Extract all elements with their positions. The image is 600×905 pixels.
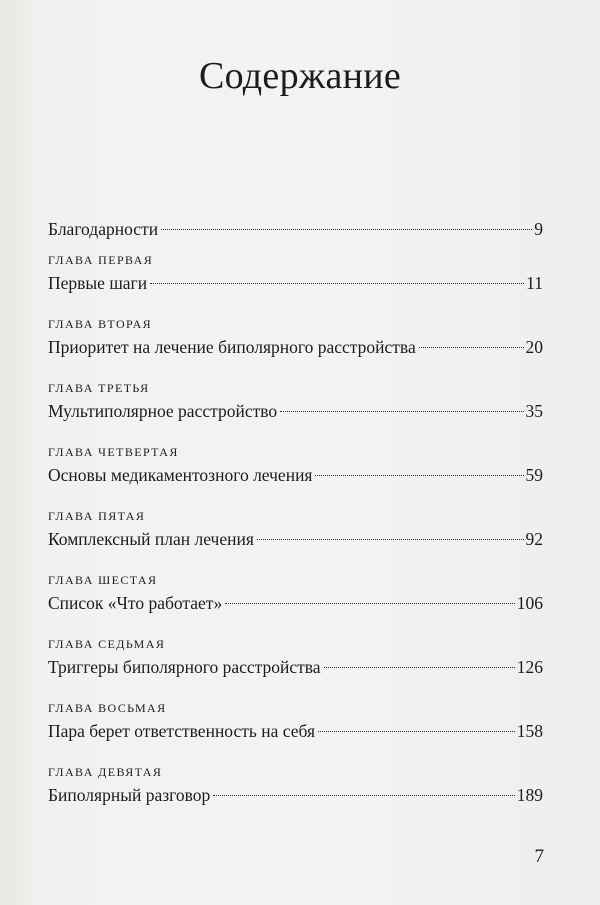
toc-entry-chapter-4[interactable] — [48, 462, 543, 488]
toc-entry-title: Мультиполярное расстройство — [48, 401, 278, 421]
toc-entry-title: Триггеры биполярного расстройства — [48, 657, 321, 677]
toc-entry-title: Благодарности — [48, 219, 159, 239]
toc-entry-acknowledgements[interactable] — [48, 216, 543, 242]
toc-entry-title: Первые шаги — [48, 273, 148, 293]
toc-entry-chapter-1[interactable] — [48, 270, 543, 296]
dot-leader — [419, 347, 524, 348]
toc-entry-chapter-3[interactable] — [48, 398, 543, 424]
toc-entry-chapter-7[interactable] — [48, 654, 543, 680]
dot-leader — [324, 667, 515, 668]
toc-entry-title: Пара берет ответственность на себя — [48, 721, 316, 741]
toc-entry-page: 126 — [516, 657, 543, 677]
toc-entry-title: Список «Что работает» — [48, 593, 223, 613]
page-title: Содержание — [198, 55, 402, 97]
chapter-label: ГЛАВА ВОСЬМАЯ — [48, 701, 167, 715]
chapter-label: ГЛАВА ЧЕТВЕРТАЯ — [48, 445, 179, 459]
chapter-label: ГЛАВА ТРЕТЬЯ — [48, 381, 150, 395]
toc-entry-title: Приоритет на лечение биполярного расстройства — [48, 337, 416, 357]
toc-entry-title: Биполярный разговор — [48, 785, 211, 805]
toc-entry-page: 20 — [525, 337, 543, 357]
toc-entry-page: 59 — [525, 465, 543, 485]
toc-entry-page: 92 — [525, 529, 543, 549]
toc-entry-chapter-9[interactable] — [48, 782, 543, 808]
toc-entry-chapter-5[interactable] — [48, 526, 543, 552]
dot-leader — [213, 795, 514, 796]
dot-leader — [318, 731, 515, 732]
dot-leader — [257, 539, 524, 540]
toc-entry-title: Комплексный план лечения — [48, 529, 254, 549]
toc-entry-title: Основы медикаментозного лечения — [48, 465, 313, 485]
toc-entry-page: 158 — [516, 721, 543, 741]
toc-entry-page: 11 — [526, 273, 543, 293]
dot-leader — [161, 229, 532, 230]
dot-leader — [150, 283, 524, 284]
toc-entry-page: 189 — [516, 785, 543, 805]
toc-entry-chapter-8[interactable] — [48, 718, 543, 744]
page-number: 7 — [534, 846, 544, 867]
chapter-label: ГЛАВА ВТОРАЯ — [48, 317, 153, 331]
chapter-label: ГЛАВА ДЕВЯТАЯ — [48, 765, 163, 779]
toc-entry-page: 106 — [516, 593, 543, 613]
toc-entry-page: 35 — [525, 401, 543, 421]
dot-leader — [315, 475, 523, 476]
chapter-label: ГЛАВА СЕДЬМАЯ — [48, 637, 166, 651]
table-of-contents — [48, 216, 543, 808]
toc-entry-chapter-2[interactable] — [48, 334, 543, 360]
dot-leader — [280, 411, 523, 412]
chapter-label: ГЛАВА ПЯТАЯ — [48, 509, 146, 523]
dot-leader — [225, 603, 515, 604]
toc-entry-page: 9 — [534, 219, 543, 239]
chapter-label: ГЛАВА ПЕРВАЯ — [48, 253, 154, 267]
toc-entry-chapter-6[interactable] — [48, 590, 543, 616]
chapter-label: ГЛАВА ШЕСТАЯ — [48, 573, 158, 587]
